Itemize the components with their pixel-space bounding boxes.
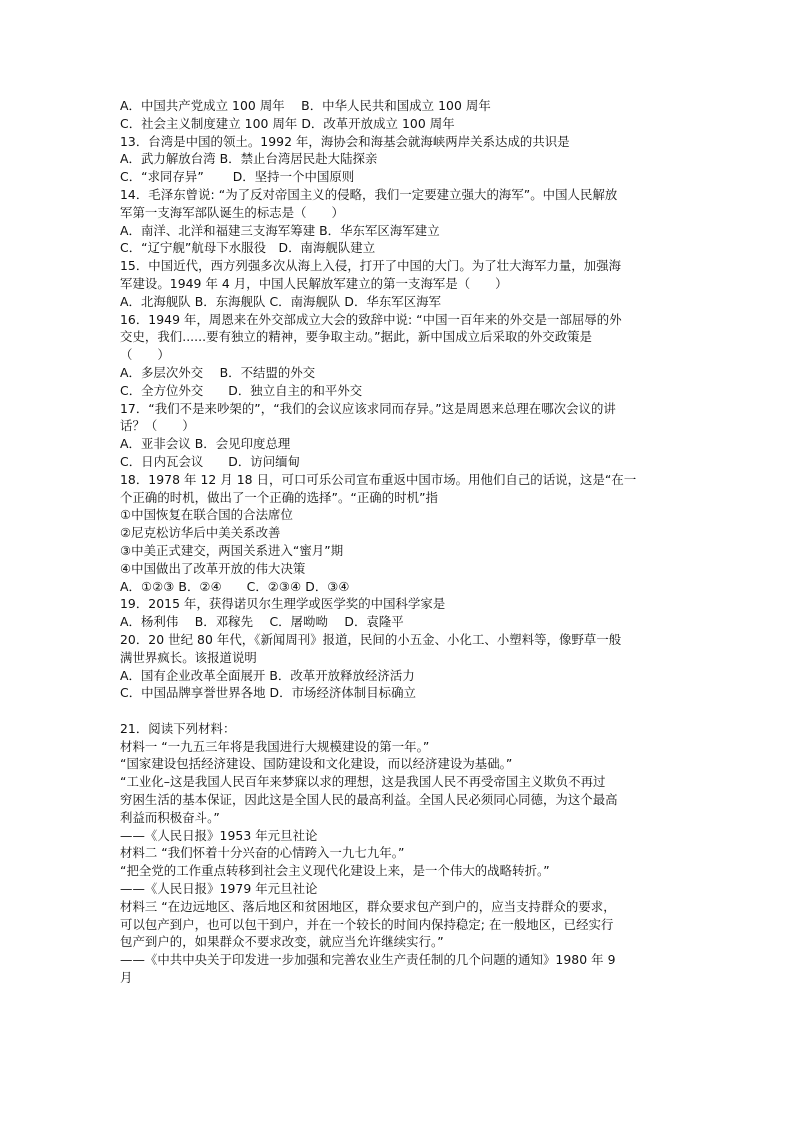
source-line: ——《人民日报》1979 年元旦社论 [120, 881, 318, 897]
text-line: C．“辽宁舰”航母下水服役 D．南海舰队建立 [120, 240, 376, 256]
text-line: 话？（ ） [120, 418, 195, 434]
text-line: 满世界疯长。该报道说明 [120, 649, 257, 665]
text-line: C．全方位外交 D．独立自主的和平外交 [120, 382, 363, 398]
text-line: A．国有企业改革全面展开 B．改革开放释放经济活力 [120, 667, 415, 683]
question-14: 14．毛泽东曾说: “为了反对帝国主义的侵略，我们一定要建立强大的海军”。中国人民解放 [120, 186, 618, 202]
question-15: 15．中国近代，西方列强多次从海上入侵，打开了中国的大门。为了壮大海军力量，加强海 [120, 258, 622, 274]
text-line: A．北海舰队 B．东海舰队 C．南海舰队 D．华东军区海军 [120, 293, 442, 309]
text-line: 材料一 “一九五三年将是我国进行大规模建设的第一年。” [120, 738, 430, 754]
text-line: C．日内瓦会议 D．访问缅甸 [120, 453, 301, 469]
text-line: 军建设。1949 年 4 月，中国人民解放军建立的第一支海军是（ ） [120, 275, 508, 291]
text-line: A．亚非会议 B．会见印度总理 [120, 436, 291, 452]
source-line: ——《中共中央关于印发进一步加强和完善农业生产责任制的几个问题的通知》1980 年 9 [120, 952, 616, 968]
text-line: ②尼克松访华后中美关系改善 [120, 525, 281, 541]
text-line: C．“求同存异” D．坚持一个中国原则 [120, 169, 355, 185]
question-21: 21．阅读下列材料： [120, 720, 236, 736]
text-line: 可以包产到户，也可以包干到户，并在一个较长的时间内保持稳定; 在一般地区，已经实行 [120, 916, 614, 932]
question-17: 17．“我们不是来吵架的”，“我们的会议应该求同而存异。”这是周恩来总理在哪次会议的讲 [120, 400, 616, 416]
text-line: A．①②③ B．②④ C．②③④ D．③④ [120, 578, 350, 594]
question-13: 13．台湾是中国的领土。1992 年，海协会和海基会就海峡两岸关系达成的共识是 [120, 133, 570, 149]
text-line: 军第一支海军部队诞生的标志是（ ） [120, 204, 344, 220]
text-line: A．杨利伟 B．邓稼先 C．屠呦呦 D．袁隆平 [120, 614, 404, 630]
question-18: 18．1978 年 12 月 18 日，可口可乐公司宣布重返中国市场。用他们自己的话说，这是“在一 [120, 471, 637, 487]
source-line: ——《人民日报》1953 年元旦社论 [120, 827, 318, 843]
text-line: 交史，我们......要有独立的精神，要争取主动。”据此，新中国成立后采取的外交政策是 [120, 329, 593, 345]
document-page [120, 97, 680, 987]
text-line: A．南洋、北洋和福建三支海军筹建 B．华东军区海军建立 [120, 222, 440, 238]
text-line: “国家建设包括经济建设、国防建设和文化建设，而以经济建设为基础。” [120, 756, 513, 772]
text-line: “把全党的工作重点转移到社会主义现代化建设上来，是一个伟大的战略转折。” [120, 863, 550, 879]
text-line: A．武力解放台湾 B．禁止台湾居民赴大陆探亲 [120, 151, 378, 167]
text-line: 利益而积极奋斗。” [120, 809, 220, 825]
text-line: 包产到户的，如果群众不要求改变，就应当允许继续实行。” [120, 934, 444, 950]
text-line: ④中国做出了改革开放的伟大决策 [120, 560, 306, 576]
text-line: 材料三 “在边远地区、落后地区和贫困地区，群众要求包产到户的，应当支持群众的要求， [120, 898, 616, 914]
text-line: A．中国共产党成立 100 周年 B．中华人民共和国成立 100 周年 [120, 98, 491, 113]
text-line: “工业化–这是我国人民百年来梦寐以求的理想，这是我国人民不再受帝国主义欺负不再过 [120, 774, 606, 790]
text-line: 个正确的时机，做出了一个正确的选择”。“正确的时机”指 [120, 489, 438, 505]
blank-line [120, 702, 680, 720]
text-line: 材料二 “我们怀着十分兴奋的心情跨入一九七九年。” [120, 845, 405, 861]
text-line: ③中美正式建交，两国关系进入“蜜月”期 [120, 542, 344, 558]
question-20: 20．20 世纪 80 年代，《新闻周刊》报道，民间的小五金、小化工、小塑料等，像野草一般 [120, 631, 622, 647]
text-line: ①中国恢复在联合国的合法席位 [120, 507, 293, 523]
text-line: 穷困生活的基本保证，因此这是全国人民的最高利益。全国人民必须同心同德，为这个最高 [120, 792, 618, 808]
text-line: （ ） [120, 347, 170, 363]
text-line: A．多层次外交 B．不结盟的外交 [120, 364, 316, 380]
text-line: C．中国品牌享誉世界各地 D．市场经济体制目标确立 [120, 685, 416, 701]
text-line: C．社会主义制度建立 100 周年 D．改革开放成立 100 周年 [120, 115, 455, 131]
question-16: 16．1949 年，周恩来在外交部成立大会的致辞中说: “中国一百年来的外交是一部屈辱的外 [120, 311, 622, 327]
question-19: 19．2015 年，获得诺贝尔生理学或医学奖的中国科学家是 [120, 596, 446, 612]
text-line: 月 [120, 970, 133, 986]
